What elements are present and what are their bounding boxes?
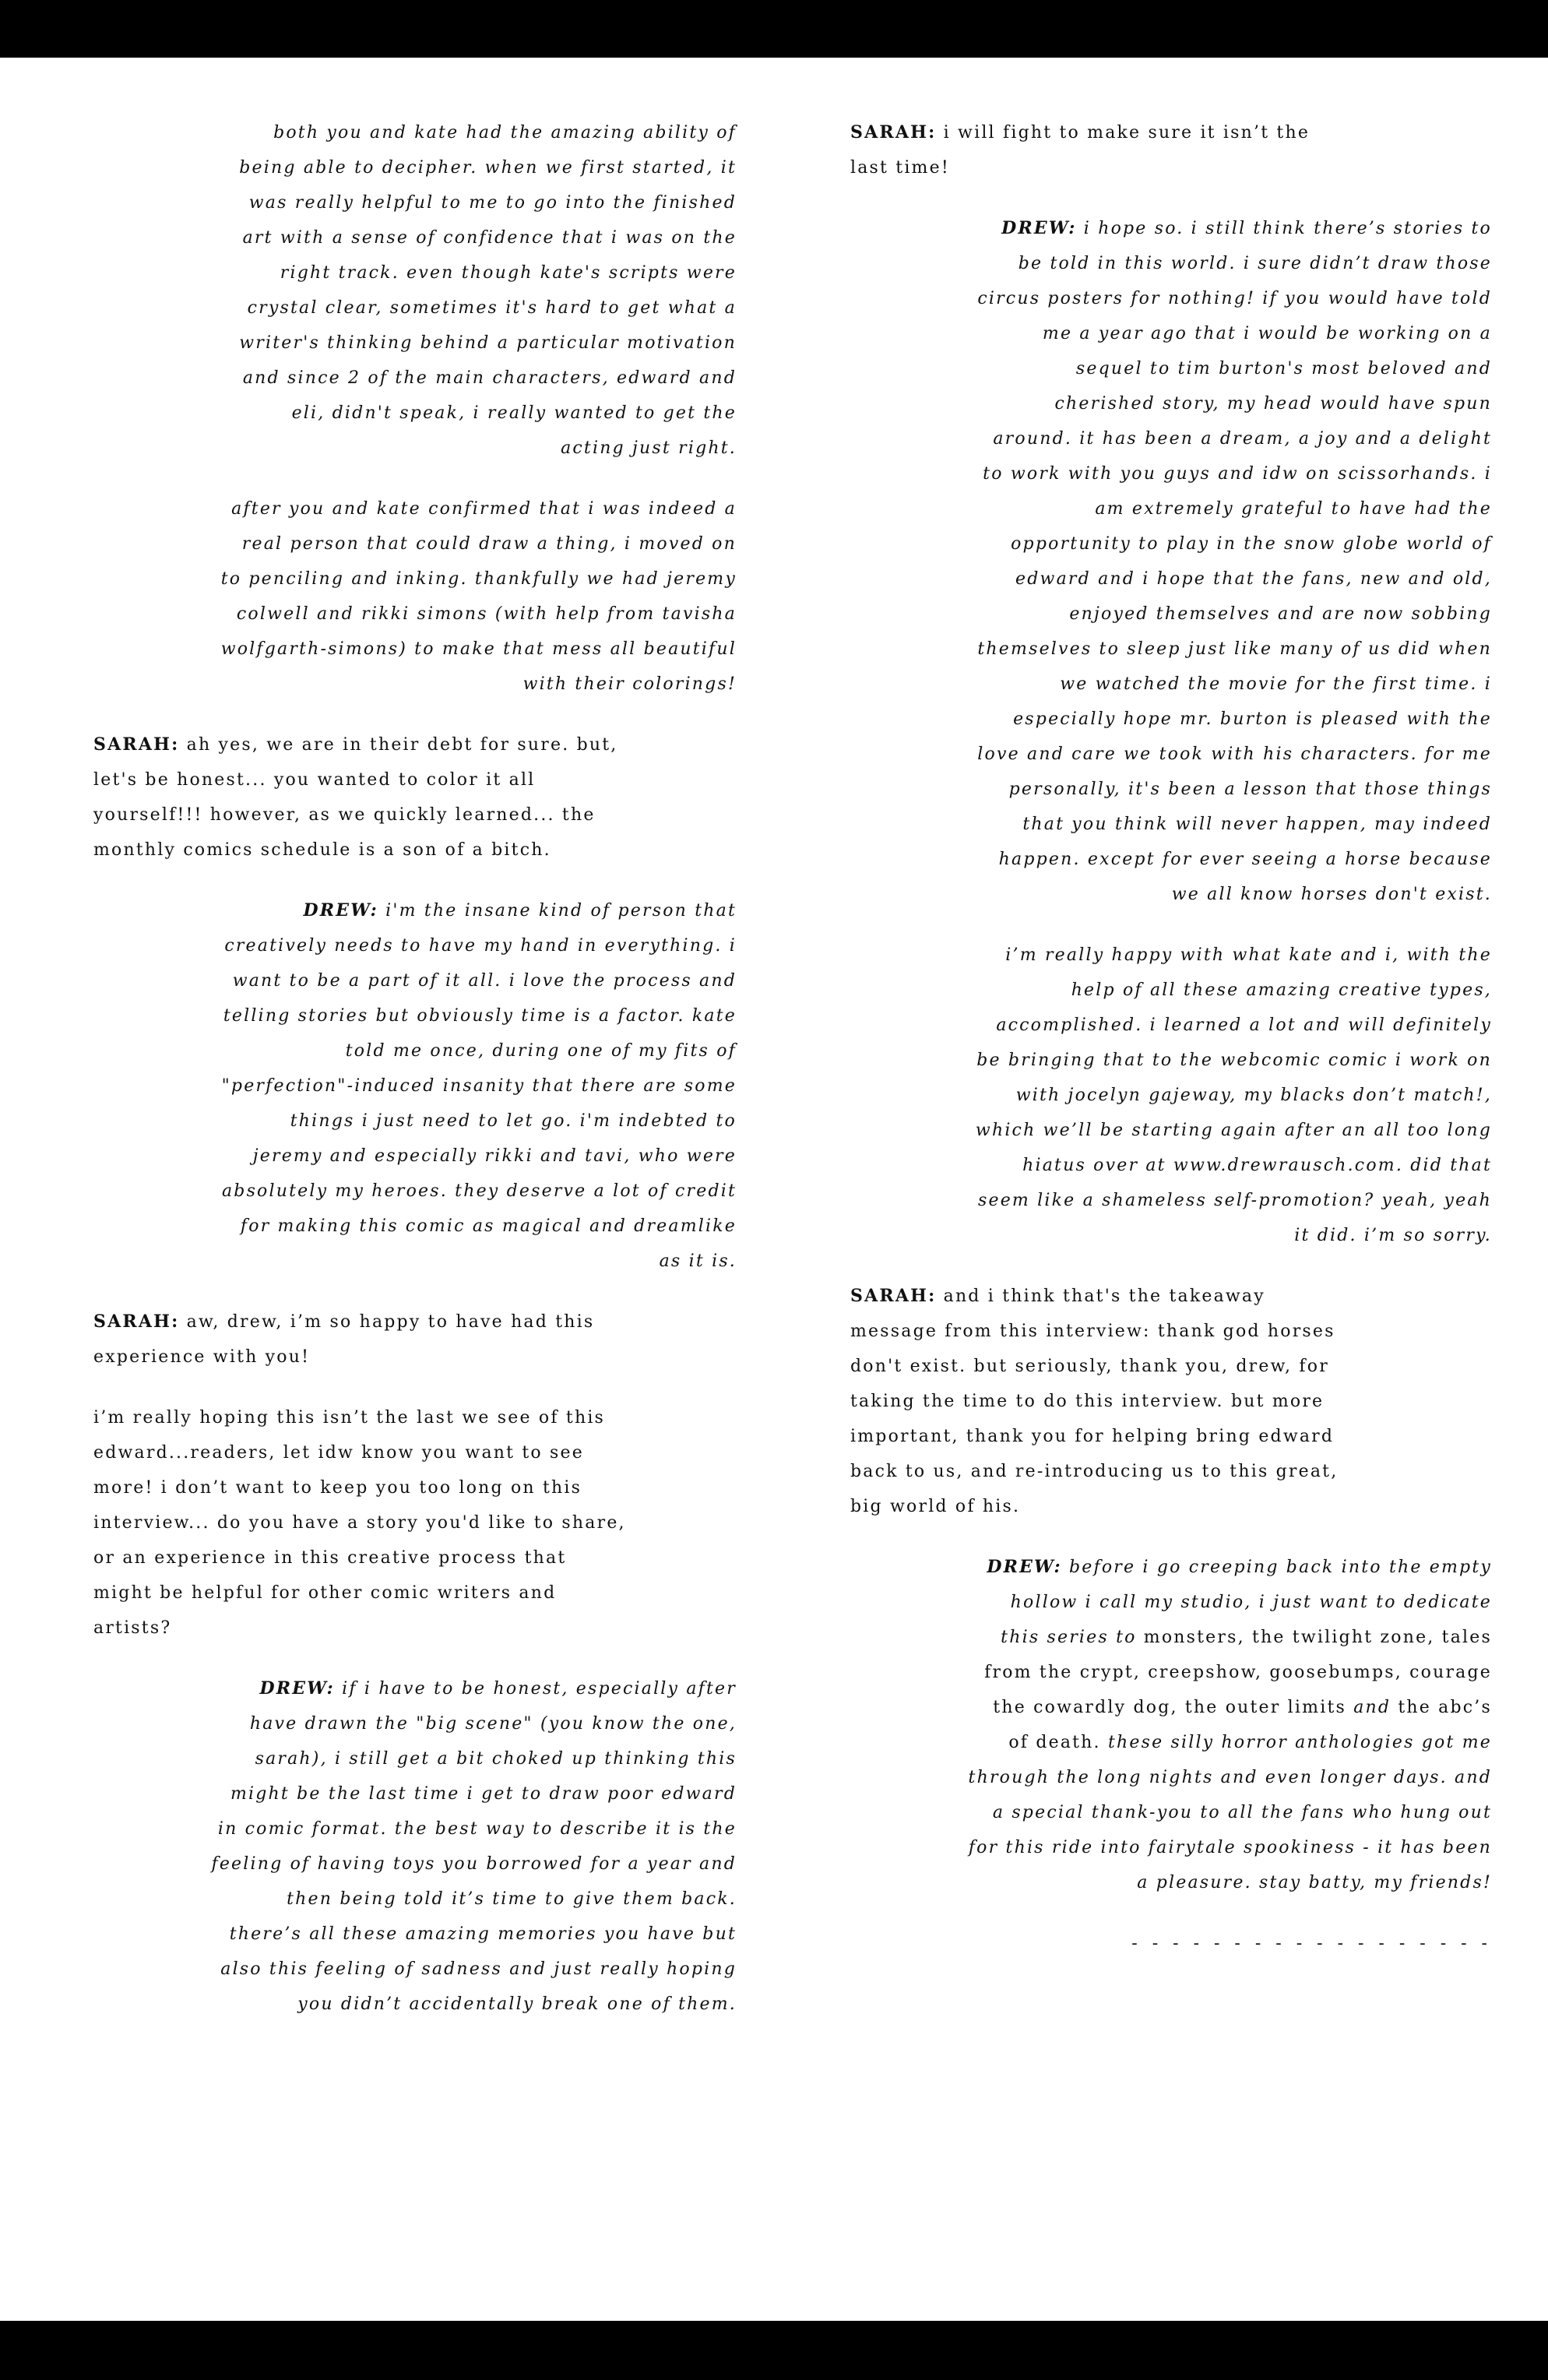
answer-text: if i have to be honest, especially after have drawn the "big scene" (you know the one, sarah), i still get a bit choked up thinking this might be the last time i get to draw poor edward in comic format. the best way to describe it is the feeling of having toys you borrowed for a year and then being told it’s time to give them back. there’s all these amazing memories you have but also this feeling of sadness and just really hoping you didn’t accidentally break one of them.: [211, 1679, 737, 2014]
sarah-question-paragraph: [93, 1304, 737, 1375]
speaker-label-drew: DREW:: [987, 1557, 1062, 1577]
speaker-label-drew: DREW:: [259, 1678, 335, 1699]
top-black-bar: [0, 0, 1548, 58]
answer-text: i hope so. i still think there’s stories to be told in this world. i sure didn’t draw those circus posters for nothing! if you would have told me a year ago that i would be working on a sequel to tim burton's most beloved and cherished story, my head would have spun around. it has been a dream, a joy and a delight to work with you guys and idw on scissorhands. i am extremely grateful to have had the opportunity to play in the snow globe world of edward and i hope that the fans, new and old, enjoyed themselves and are now sobbing themselves to sleep just like many of us did when we watched the movie for the first time. i especially hope mr. burton is pleased with the love and care we took with his characters. for me personally, it's been a lesson that those things that you think will never happen, may indeed happen. except for ever seeing a horse because we all know horses don't exist.: [977, 219, 1492, 904]
drew-answer-paragraph: i’m really happy with what kate and i, with the help of all these amazing creative types, accomplished. i learned a lot and will definitely be bringing that to the webcomic comic i work on with jocelyn gajeway, my blacks don’t match!, which we’ll be starting again after an all too long hiatus over at www.drewrausch.com. did that seem like a shameless self-promotion? yeah, yeah it did. i’m so sorry.: [975, 945, 1492, 1245]
answer-text: and: [1353, 1698, 1391, 1717]
sarah-question-paragraph: [850, 115, 1492, 185]
question-text: ah yes, we are in their debt for sure. but, let's be honest... you wanted to color it all yourself!!! however, as we quickly learned... the monthly comics schedule is a son of a bitch.: [93, 735, 618, 860]
question-text: aw, drew, i’m so happy to have had this experience with you!: [93, 1312, 595, 1367]
drew-answer-paragraph: [93, 1671, 737, 2022]
speaker-label-sarah: SARAH:: [850, 122, 937, 143]
sarah-question-paragraph: i’m really hoping this isn’t the last we see of this edward...readers, let idw know you want to see more! i don’t want to keep you too long on this interview... do you have a story you'd like to share, or an experience in this creative process that might be helpful for other comic writers and artists?: [93, 1408, 626, 1638]
dedication-titles: monsters, the twilight zone, tales from the crypt, creepshow, goosebumps, courage the cowardly dog, the outer limits: [984, 1628, 1492, 1717]
speaker-label-sarah: SARAH:: [850, 1286, 937, 1306]
drew-answer-paragraph: [850, 1550, 1492, 1900]
question-text: i will fight to make sure it isn’t the last time!: [850, 123, 1311, 178]
left-column: [93, 115, 737, 2022]
drew-answer-paragraph: both you and kate had the amazing ability of being able to decipher. when we first started, it was really helpful to me to go into the finished art with a sense of confidence that i was on the right track. even though kate's scripts were crystal clear, sometimes it's hard to get what a writer's thinking behind a particular motivation and since 2 of the main characters, edward and eli, didn't speak, i really wanted to get the acting just right.: [239, 123, 737, 458]
bottom-black-bar: [0, 2321, 1548, 2380]
dedication-titles: the abc’s of death.: [1008, 1698, 1492, 1752]
speaker-label-sarah: SARAH:: [93, 1311, 180, 1332]
drew-answer-paragraph: after you and kate confirmed that i was indeed a real person that could draw a thing, i moved on to penciling and inking. thankfully we had jeremy colwell and rikki simons (with help from tavisha wolfgarth-simons) to make that mess all beautiful with their colorings!: [220, 499, 737, 694]
answer-text: i'm the insane kind of person that creatively needs to have my hand in everything. i want to be a part of it all. i love the process and telling stories but obviously time is a factor. kate told me once, during one of my fits of "perfection"-induced insanity that there are some things i just need to let go. i'm indebted to jeremy and especially rikki and tavi, who were absolutely my heroes. they deserve a lot of credit for making this comic as magical and dreamlike as it is.: [221, 901, 737, 1271]
right-column: [850, 115, 1492, 1961]
drew-answer-paragraph: [850, 211, 1492, 912]
answer-text: these silly horror anthologies got me through the long nights and even longer days. and a special thank-you to all the fans who hung out for this ride into fairytale spookiness - it has been a pleasure. stay batty, my friends!: [968, 1733, 1492, 1892]
sarah-question-paragraph: [93, 727, 737, 868]
question-text: and i think that's the takeaway message from this interview: thank god horses don't exist. but seriously, thank you, drew, for taking the time to do this interview. but more important, thank you for helping bring edward back to us, and re-introducing us to this great, big world of his.: [850, 1287, 1339, 1516]
speaker-label-sarah: SARAH:: [93, 734, 180, 755]
sarah-question-paragraph: [850, 1279, 1492, 1524]
speaker-label-drew: DREW:: [303, 900, 378, 921]
speaker-label-drew: DREW:: [1001, 218, 1077, 238]
drew-answer-paragraph: [93, 893, 737, 1279]
end-dashed-rule: - - - - - - - - - - - - - - - - - -: [1131, 1934, 1492, 1953]
answer-text: before i go creeping back into the empty hollow i call my studio, i just want to dedicate this series to: [1001, 1558, 1492, 1647]
